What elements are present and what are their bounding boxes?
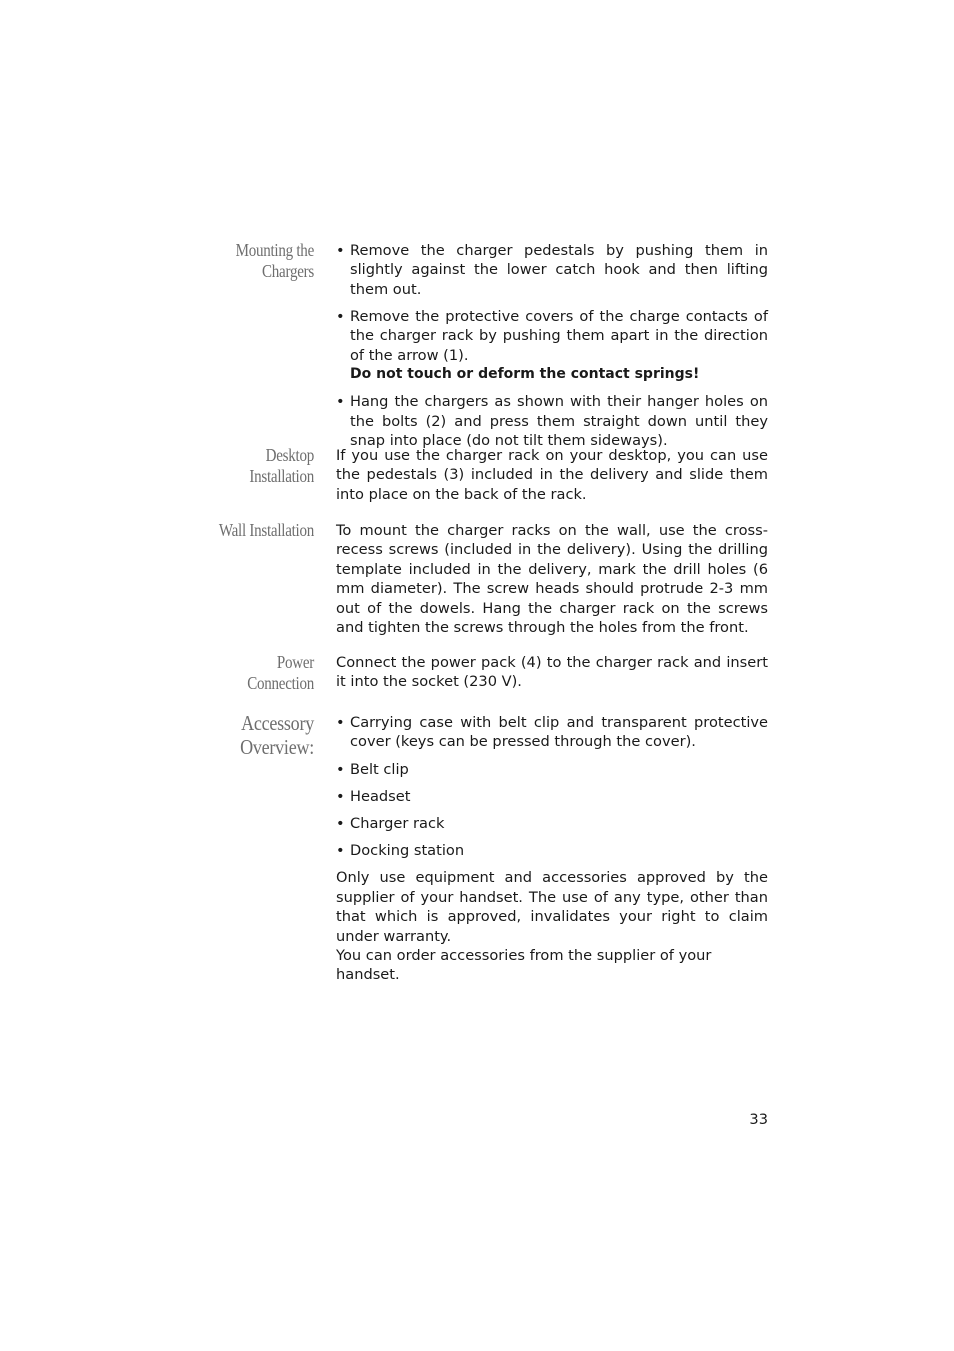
bullet-icon: • xyxy=(336,815,345,833)
bullet-icon: • xyxy=(336,308,345,326)
bullet-icon: • xyxy=(336,842,345,860)
section-body xyxy=(336,653,768,692)
heading-line: Connection xyxy=(247,673,314,693)
list-item xyxy=(336,814,768,833)
list-item xyxy=(336,307,768,385)
paragraph: Only use equipment and accessories approved by the supplier of your handset. The use of any type, other than that which is approved, invalidates your right to claim under warranty. xyxy=(336,869,768,945)
heading-line: Desktop xyxy=(265,445,314,465)
heading-line: Accessory xyxy=(241,711,314,735)
list-item-text: Carrying case with belt clip and transparent protective cover (keys can be pressed through the cover). xyxy=(350,714,768,751)
paragraph: Connect the power pack (4) to the charger rack and insert it into the socket (230 V). xyxy=(336,654,768,691)
heading-line: Installation xyxy=(249,466,314,486)
list-item xyxy=(336,392,768,450)
heading-line: Wall Installation xyxy=(218,520,314,540)
bullet-icon: • xyxy=(336,760,345,778)
section-heading xyxy=(173,711,314,759)
paragraph: If you use the charger rack on your desktop, you can use the pedestals (3) included in the delivery and slide them into place on the back of the rack. xyxy=(336,447,768,503)
bullet-icon: • xyxy=(336,787,345,805)
list-item-text: Remove the charger pedestals by pushing them in slightly against the lower catch hook and then lifting them out. xyxy=(350,242,768,298)
section-body xyxy=(336,713,768,985)
section-heading xyxy=(173,240,314,282)
warning-text: Do not touch or deform the contact springs! xyxy=(350,366,700,383)
list-item-text: Remove the protective covers of the charge contacts of the charger rack by pushing them apart in the direction of the arrow (1). xyxy=(350,308,768,364)
list-item-text: Headset xyxy=(350,787,411,805)
bullet-icon: • xyxy=(336,393,345,411)
section-heading xyxy=(173,445,314,487)
heading-line: Chargers xyxy=(261,261,314,281)
paragraph: To mount the charger racks on the wall, use the cross-recess screws (included in the delivery). Using the drilling template included in the delivery, mark the drill holes (6 mm diameter). The screw heads should protrude 2-3 mm out of the dowels. Hang the charger rack on the screws and tighten the screws through the holes from the front. xyxy=(336,522,768,637)
list-item xyxy=(336,787,768,806)
section-heading xyxy=(173,652,314,694)
bullet-icon: • xyxy=(336,242,345,259)
bullet-icon: • xyxy=(336,714,345,731)
list-item xyxy=(336,760,768,779)
heading-line: Overview: xyxy=(240,735,314,759)
paragraph: You can order accessories from the supplier of your handset. xyxy=(336,947,712,984)
section-heading xyxy=(173,520,314,541)
list-item-text: Docking station xyxy=(350,842,465,860)
section-body xyxy=(336,521,768,637)
list-item-text: Belt clip xyxy=(350,760,409,778)
list-item xyxy=(336,241,768,299)
section-body xyxy=(336,241,768,458)
page-number: 33 xyxy=(749,1111,768,1128)
list-item xyxy=(336,841,768,860)
list-item-text: Hang the chargers as shown with their hanger holes on the bolts (2) and press them straight down until they snap into place (do not tilt them sideways). xyxy=(350,393,768,450)
heading-line: Power xyxy=(276,652,314,672)
heading-line: Mounting the xyxy=(235,240,314,260)
list-item xyxy=(336,713,768,752)
section-body xyxy=(336,446,768,504)
list-item-text: Charger rack xyxy=(350,815,445,833)
